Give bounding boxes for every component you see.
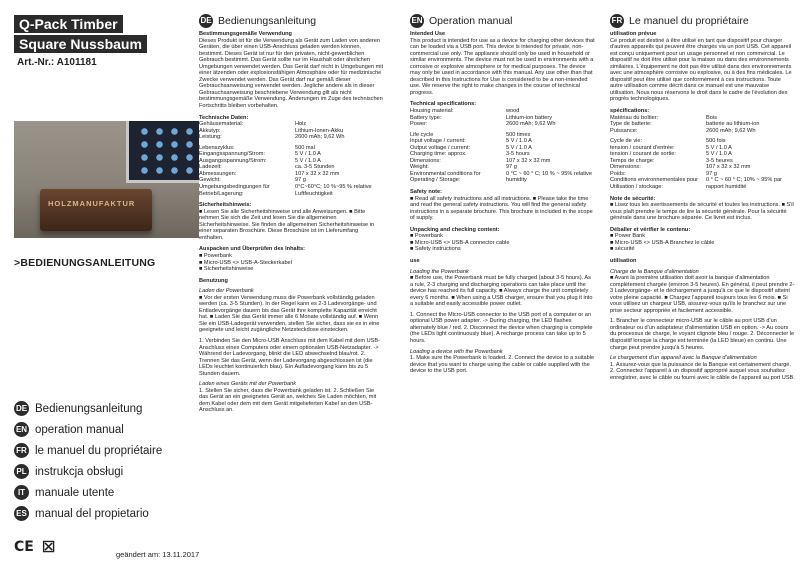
spec-label: Abmessungen: <box>199 170 237 177</box>
subheading: Unpacking and checking content: <box>410 226 500 233</box>
spec-value: 500 mal <box>295 144 315 151</box>
list-item: ■ sécurité <box>610 246 635 253</box>
spec-label: Dimensions: <box>610 164 641 171</box>
spec-value: 97 g <box>706 170 717 177</box>
subheading: Technical specifications: <box>410 101 477 108</box>
spec-value: ca. 3-5 Stunden <box>295 164 335 171</box>
spec-label: Ladezeit: <box>199 164 222 171</box>
article-number: Art.-Nr.: A101181 <box>17 57 97 68</box>
spec-row <box>199 184 384 197</box>
language-list <box>14 398 162 524</box>
spec-label: Lebenszyklus: <box>199 144 235 151</box>
spec-value: 3-5 hours <box>506 151 530 158</box>
spec-label: Akkutyp: <box>199 127 221 134</box>
paragraph: 1. Connect the Micro-USB connector to the USB port of a computer or an optional USB power adapter. -> During charging, the LED flashes alternately blue / red. 2. Disconnect the device when charging is complete (the LEDs light continuously blue). A recharge process can take up to 5 hours. <box>410 311 593 344</box>
spec-label: Ausgangsspannung/Strom: <box>199 157 267 164</box>
spec-label: Type de batterie: <box>610 121 652 128</box>
spec-label: Puissance: <box>610 127 638 134</box>
spec-label: Charging time: approx. <box>410 151 467 158</box>
paragraph: This product is intended for use as a device for charging other devices that can be loaded via a USB port. This device is intended for private, non-commercial use only. The appliance should only be used in household or similar environments. The device must not be used in environments with a corrosive or explosive atmosphere or for medical purposes. The device may only be used in accordance with this manual. Any use other than that described in this Instructions for Use is considered to be a non-intended use. We reserve the right to make changes in the course of technical progress. <box>410 37 595 96</box>
subheading: Intended Use <box>410 31 446 37</box>
language-item-en <box>14 419 162 440</box>
spec-value: wood <box>506 108 520 115</box>
spec-value: batterie au lithium-ion <box>706 121 760 128</box>
subheading: utilisation <box>610 257 637 264</box>
spec-label: Environmental conditions for Operating / Storage: <box>410 170 481 184</box>
certification-marks <box>14 538 55 556</box>
spec-value: Holz <box>295 121 307 128</box>
italic-subheading: Laden der Powerbank <box>199 288 254 295</box>
spec-label: Output voltage / current: <box>410 144 471 151</box>
spec-value: 0 °C ~ 60 ° C; 10 % ~ 95% relative humidity <box>506 170 592 184</box>
product-title-line2: Square Nussbaum <box>14 35 147 53</box>
section-title: Le manuel du propriétaire <box>629 14 749 27</box>
list-item: ■ Sicherheitshinweise <box>199 266 254 273</box>
italic-subheading: Le chargement d'un appareil avec la Banque d'alimentation <box>610 355 757 362</box>
spec-value: 0°C~60°C; 10 %~95 % relative Luftfeuchtigkeit <box>295 184 372 197</box>
spec-label: Power: <box>410 121 428 128</box>
spec-label: Conditions environnementales pour Utilisation / stockage: <box>610 177 699 191</box>
spec-value: Lithium-Ionen-Akku <box>295 127 344 134</box>
spec-row <box>199 134 384 141</box>
spec-label: Umgebungsbedingungen für Betrieb/Lagerung: <box>199 184 270 197</box>
product-title-line1: Q-Pack Timber <box>14 15 123 33</box>
spec-row <box>410 121 595 128</box>
language-item-de <box>14 398 162 419</box>
italic-subheading: Loading a device with the Powerbank <box>410 348 503 355</box>
spec-label: tension / courant d'entrée: <box>610 144 675 151</box>
language-item-pl <box>14 461 162 482</box>
lang-badge: ES <box>14 506 29 521</box>
section-header <box>199 14 384 28</box>
spec-value: 97 g <box>506 164 517 171</box>
lang-badge: EN <box>14 422 29 437</box>
language-label: le manuel du propriétaire <box>35 444 163 457</box>
paragraph: Dieses Produkt ist für die Verwendung als Gerät zum Laden von anderen Geräten, die über einen USB-Anschluss geladen werden können, bestimmt. Dieses Gerät ist nur für den privaten, nicht-gewerblichen Gebrauch bestimmt. Das Gerät sollte nur im Haushalt oder ähnlichen Umgebungen verwendet werden. Das Gerät darf nicht in Umgebungen mit einer ätzenden oder explosionsfähigen Atmosphäre oder für medizinische Zwecke verwendet werden. Das Gerät darf nur gemäß dieser Gebrauchsanweisung verwendet werden. Jegliche andere als in dieser Gebrauchsanweisung beschriebene Verwendung gilt als nicht bestimmungsgemäße Verwendung. Änderungen im Zuge des technischen Fortschritts bleiben vorbehalten. <box>199 37 384 110</box>
spec-value: 3-5 heures <box>706 157 733 164</box>
subheading: Note de sécurité: <box>610 195 656 202</box>
spec-value: 107 x 32 x 32 mm <box>506 157 551 164</box>
subheading: use <box>410 257 420 264</box>
spec-label: Cycle de vie: <box>610 138 643 145</box>
lang-badge: EN <box>410 14 424 28</box>
language-label: operation manual <box>35 423 124 436</box>
spec-value: 2600 mAh; 9,62 Wh <box>706 127 756 134</box>
lang-badge: IT <box>14 485 29 500</box>
product-photo <box>14 121 199 238</box>
italic-subheading: Laden eines Geräts mit der Powerbank <box>199 381 297 388</box>
language-item-es <box>14 503 162 524</box>
spec-value: 2600 mAh; 9,62 Wh <box>295 134 345 141</box>
smartphone-image <box>126 121 199 183</box>
spec-label: Gehäusematerial: <box>199 121 244 128</box>
spec-value: 500 fois <box>706 138 726 145</box>
spec-label: Weight: <box>410 164 429 171</box>
spec-row <box>610 128 795 135</box>
list-item: ■ Powerbank <box>199 252 232 259</box>
spec-value: 107 x 32 x 32 mm <box>295 170 340 177</box>
subheading: Sicherheitshinweis: <box>199 202 252 209</box>
language-item-fr <box>14 440 162 461</box>
spec-row <box>410 171 595 184</box>
spec-label: Dimensions: <box>410 157 441 164</box>
lang-badge: FR <box>14 443 29 458</box>
spec-value: 500 times <box>506 131 531 138</box>
italic-subheading: Loading the Powerbank <box>410 268 469 275</box>
paragraph: 1. Assurez-vous que la puissance de la Banque est certainement chargé. 2. Connectez l'appareil à un dispositif approprié auquel vous souhaitez enregistrer, avec le câble ou fourni avec le câble de l'appareil au port USB. <box>610 361 795 381</box>
list-item: ■ Micro-USB <> USB-A connector cable <box>410 239 510 246</box>
paragraph: ■ Before use, the Powerbank must be fully charged (about 3-5 hours). As a rule, 2-3 charging and discharging operations can take place until the device has reached its full capacity. ■ Always charge the unit completely every 6 months. ■ When using a USB charger, ensure that you plug it into a suitable and easily accessible power outlet. <box>410 275 593 308</box>
spec-value: 0 ° C ~ 60 ° C; 10% ~ 95% par rapport humidité <box>706 177 782 191</box>
spec-value: 2600 mAh; 9,62 Wh <box>506 121 556 128</box>
spec-label: Life cycle <box>410 131 434 138</box>
section-header <box>610 14 795 28</box>
language-label: manual del propietario <box>35 507 149 520</box>
spec-value: 5 V / 1.0 A <box>506 144 532 151</box>
revision-date: geändert am: 13.11.2017 <box>116 550 200 559</box>
spec-value: 107 x 32 x 32 mm <box>706 164 751 171</box>
list-item: ■ Power Bank <box>610 233 646 240</box>
paragraph: 1. Make sure the Powerbank is loaded. 2. Connect the device to a suitable device that you want to charge using the cable or cable supplied with the device to the USB port. <box>410 355 595 375</box>
lang-badge: DE <box>199 14 213 28</box>
spec-label: Matériau du boîtier: <box>610 114 659 121</box>
subheading: Benutzung <box>199 277 228 284</box>
ce-mark-icon: CE <box>14 539 34 555</box>
paragraph: 1. Brancher le connecteur micro-USB sur le câble au port USB d'un ordinateur ou d'un adaptateur d'alimentation USB en option. -> Au cours du processus de charge, le voyant clignote bleu / rouge. 2. Déconnecter le dispositif lorsque la charge est terminée (la LED bleue) en continu. Une charge peut prendre jusqu'à 5 heures. <box>610 318 795 351</box>
language-label: manuale utente <box>35 486 115 499</box>
main-heading: >BEDIENUNGSANLEITUNG <box>14 257 156 269</box>
spec-label: Temps de charge: <box>610 157 655 164</box>
column-en <box>410 14 595 375</box>
spec-value: Bois <box>706 114 717 121</box>
spec-label: Poids: <box>610 170 626 177</box>
paragraph: 1. Verbinden Sie den Micro-USB Anschluss mit dem Kabel mit dem USB-Anschluss eines Computers oder einem optionalen USB-Netzadapter. -> Während der Ladevorgang, blinkt die LED abwechselnd blau/rot. 2. Trennen Sie das Gerät, wenn der Ladevorgang abgeschlossen ist (die LEDs leuchtet kontinuierlich blau). Ein Aufladevorgang kann bis zu 5 Stunden dauern. <box>199 337 380 377</box>
spec-value: 5 V / 1.0 A <box>295 151 321 158</box>
spec-label: Input voltage / current: <box>410 138 466 145</box>
spec-label: Gewicht: <box>199 177 221 184</box>
spec-value: 5 V / 1.0 A <box>706 151 732 158</box>
lang-badge: PL <box>14 464 29 479</box>
spec-value: 5 V / 1.0 A <box>295 157 321 164</box>
spec-value: 97 g <box>295 177 306 184</box>
language-label: instrukcja obsługi <box>35 465 124 478</box>
spec-label: tension / courant de sortie: <box>610 151 676 158</box>
paragraph: ■ Avant la première utilisation doit avoir la banque d'alimentation complètement chargée (environ 3-5 heures). En général, il peut prendre 2-3 Ladevorgänge- et le déchargement a jusqu'à ce que le dispositif atteint votre pleine capacité. ■ Chargez l'appareil toujours tous les 6 mois. ■ Si vous utilisez un chargeur USB, assurez-vous qu'ils le branchez sur une prise secteur appropriée et facilement accessible. <box>610 275 795 314</box>
column-fr <box>610 14 795 381</box>
paragraph: Ce produit est destiné à être utilisé en tant que dispositif pour charger d'autres appareils qui peuvent être chargés via un port USB. Cet appareil est conçu uniquement pour un usage personnel et non commercial. Le dispositif ne doit être utilisé pour la maison ou dans des environnements similaires. L'équipement ne doit pas être utilisé dans des environnements avec une atmosphère corrosive ou explosive, ou à des fins médicales. Le dispositif peut être utilisé que conformément à ces instructions. Toute autre utilisation comme décrit dans ce manuel est une mauvaise utilisation. Nous nous réservons le droit dans le cadre de l'évolution des progrès technologiques. <box>610 37 792 103</box>
section-header <box>410 14 595 28</box>
spec-value: 5 V / 1.0 A <box>706 144 732 151</box>
lang-badge: FR <box>610 14 624 28</box>
paragraph: ■ Read all safety instructions and all instructions. ■ Please take the time and read the general safety instructions. You will find the general safety instructions in a separate brochure. This brochure is included in the scope of supply. <box>410 195 593 222</box>
list-item: ■ Micro-USB <> USB-A-Steckerkabel <box>199 259 292 266</box>
spec-row <box>610 177 795 190</box>
subheading: Bestimmungsgemäße Verwendung <box>199 31 292 37</box>
subheading: Déballer et vérifier le contenu: <box>610 226 691 233</box>
section-title: Bedienungsanleitung <box>218 14 317 27</box>
spec-label: Leistung: <box>199 134 222 141</box>
list-item: ■ Micro-USB <> USB-A Branchez le câble <box>610 239 715 246</box>
weee-bin-icon: ☒ <box>41 539 56 556</box>
subheading: spécifications: <box>610 108 650 115</box>
spec-label: Housing material: <box>410 108 454 115</box>
spec-value: Lithium-ion battery <box>506 114 553 121</box>
subheading: Auspacken und Überprüfen des Inhalts: <box>199 246 305 253</box>
paragraph: 1. Stellen Sie sicher, dass die Powerbank geladen ist. 2. Schließen Sie das Gerät an ein geeignetes Gerät an, welches Sie Laden möchten, mit dem Kabel oder dem mit dem Gerät mitgelieferten Kabel an den USB-Anschluss an. <box>199 387 377 414</box>
list-item: ■ Safety instructions <box>410 246 461 253</box>
italic-subheading: Charge de la Banque d'alimentation <box>610 268 699 275</box>
paragraph: ■ Lisez tous les avertissements de sécurité et toutes les instructions. ■ S'il vous plaît prendre le temps de lire la sécurité générale. Pour la sécurité générale dans une brochure séparée. Ce livret est inclus. <box>610 202 794 222</box>
section-title: Operation manual <box>429 14 513 27</box>
list-item: ■ Powerbank <box>410 233 443 240</box>
subheading: Safety note: <box>410 189 443 196</box>
paragraph: ■ Vor der ersten Verwendung muss die Powerbank vollständig geladen werden (ca. 3-5 Stunden). In der Regel kann es 2-3 Ladevorgänge- und Entladevorgänge dauern bis das Gerät ihre komplette Kapazität erreicht hat. ■ Laden Sie das Gerät immer alle 6 Monate vollständig auf. ■ Wenn Sie ein USB-Ladegerät verwenden, stellen Sie sicher, dass sie es in eine geeignete und leicht zugängliche Netzsteckdose einstecken. <box>199 294 380 334</box>
language-label: Bedienungsanleitung <box>35 402 143 415</box>
spec-label: Battery type: <box>410 114 442 121</box>
engraving-text: HOLZMANUFAKTUR <box>48 199 136 208</box>
spec-value: 5 V / 1.0 A <box>506 138 532 145</box>
column-de <box>199 14 384 414</box>
spec-label: Eingangsspannung/Strom: <box>199 151 265 158</box>
subheading: Technische Daten: <box>199 114 249 121</box>
lang-badge: DE <box>14 401 29 416</box>
language-item-it <box>14 482 162 503</box>
subheading: utilisation prévue <box>610 31 657 37</box>
paragraph: ■ Lesen Sie alle Sicherheitshinweise und alle Anweisungen. ■ Bitte nehmen Sie sich die Zeit und lesen Sie die allgemeinen Sicherheitshinweise. Sie finden die allgemeinen Sicherheitshinweise in einer separaten Broschüre. Diese Broschüre ist im Lieferumfang enthalten. <box>199 208 375 241</box>
powerbank-image <box>40 189 152 231</box>
